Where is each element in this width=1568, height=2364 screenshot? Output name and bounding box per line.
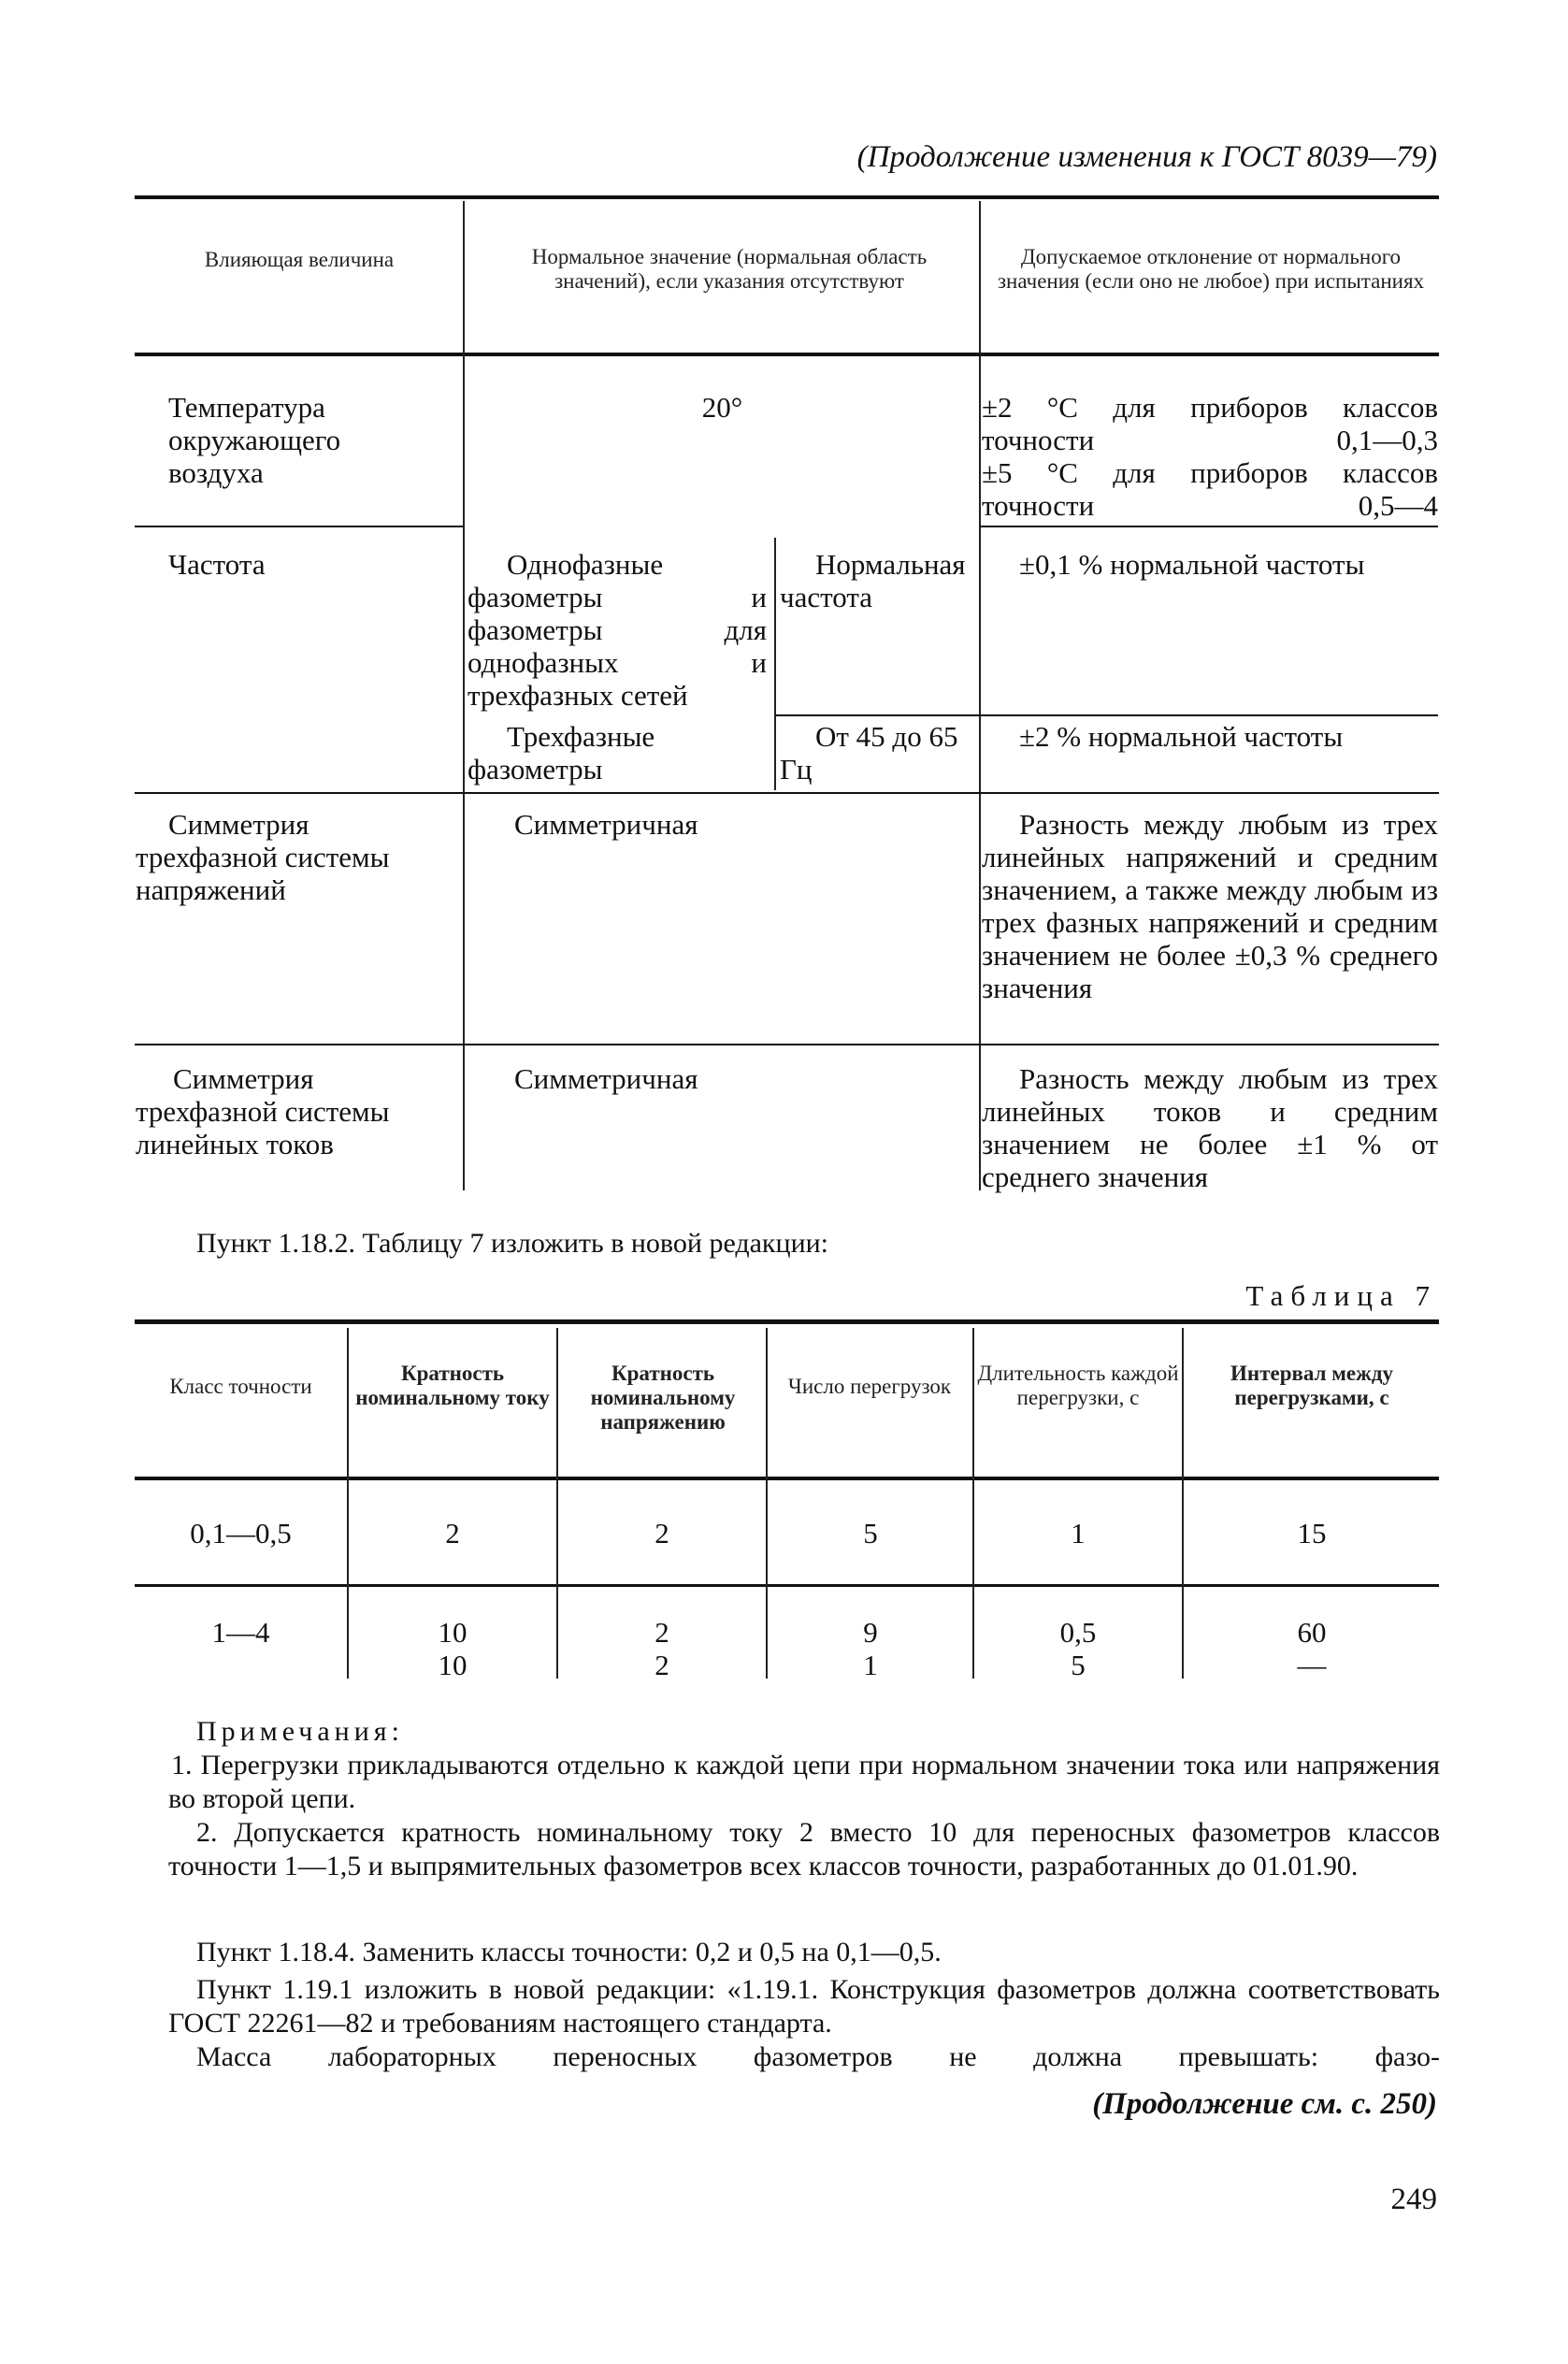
- cell: 2 2: [655, 1616, 669, 1681]
- paragraph: Масса лабораторных переносных фазометров не должна превышать: фазо-: [196, 2041, 1440, 2072]
- cell: Разность между любым из трех линейных токов и средним значением не более ±1 % от среднего значения: [982, 1062, 1438, 1193]
- note-item: 1. Перегрузки прикладываются отдельно к каждой цепи при нормальном значении тока или напряжения во второй цепи.: [168, 1750, 1440, 1814]
- row-label: Симметрия трехфазной системы напряжений: [136, 808, 390, 906]
- notes-title: Примечания:: [196, 1716, 404, 1747]
- continuation-note: (Продолжение см. с. 250): [1092, 2087, 1437, 2121]
- cell: Однофазные фазометры и фазометры для однофазных и трехфазных сетей: [468, 548, 767, 712]
- cell: ±2 % нормальной частоты: [1019, 720, 1344, 753]
- col-header: Класс точности: [169, 1375, 312, 1398]
- col-header: Число перегрузок: [787, 1375, 952, 1398]
- cell: 60 —: [1297, 1616, 1327, 1681]
- cell: 2: [445, 1517, 460, 1550]
- row-label: Температура окружающего воздуха: [168, 391, 341, 489]
- cell: 5: [863, 1517, 878, 1550]
- cell: 2: [655, 1517, 669, 1550]
- row-label: Симметрия трехфазной системы линейных токов: [136, 1062, 390, 1160]
- row-label: Частота: [168, 548, 266, 581]
- table-caption: Таблица 7: [1245, 1279, 1437, 1312]
- running-header: (Продолжение изменения к ГОСТ 8039—79): [856, 140, 1437, 174]
- cell: Симметричная: [514, 1062, 698, 1095]
- cell: Трехфазные фазометры: [468, 720, 655, 786]
- col-header: Нормальное значение (нормальная область значений), если указания отсутствуют: [531, 245, 928, 293]
- col-header: Интервал между перегрузками, с: [1230, 1362, 1393, 1409]
- paragraph: Пункт 1.19.1 изложить в новой редакции: «1.19.1. Конструкция фазометров должна соответствовать ГОСТ 22261—82 и требованиям настоящего стандарта.: [168, 1974, 1440, 2039]
- cell: Разность между любым из трех линейных напряжений и средним значением, а также между любым из трех фазных напряжений и средним значением не более ±0,3 % среднего значения: [982, 808, 1438, 1004]
- cell: Симметричная: [514, 808, 698, 841]
- paragraph: Пункт 1.18.2. Таблицу 7 изложить в новой редакции:: [196, 1228, 829, 1259]
- cell: ±0,1 % нормальной частоты: [1019, 548, 1365, 581]
- cell: 0,1—0,5: [190, 1517, 292, 1550]
- cell: 20°: [701, 391, 743, 424]
- cell: ±5 °С для приборов классов точности 0,5—4: [982, 456, 1438, 522]
- cell: 15: [1297, 1517, 1327, 1550]
- cell: Нормальная частота: [780, 548, 966, 613]
- cell: 9 1: [863, 1616, 878, 1681]
- cell: ±2 °С для приборов классов точности 0,1—0,3: [982, 391, 1438, 456]
- col-header: Кратность номинальному напряжению: [590, 1362, 736, 1434]
- col-header: Допускаемое отклонение от нормального значения (если оно не любое) при испытаниях: [997, 245, 1425, 293]
- cell: 1: [1071, 1517, 1086, 1550]
- cell: От 45 до 65 Гц: [780, 720, 958, 786]
- cell: 1—4: [211, 1616, 270, 1649]
- col-header: Длительность каждой перегрузки, с: [977, 1362, 1179, 1409]
- col-header: Кратность номинальному току: [355, 1362, 550, 1409]
- cell: 10 10: [438, 1616, 468, 1681]
- col-header: Влияющая величина: [204, 248, 395, 271]
- cell: 0,5 5: [1059, 1616, 1097, 1681]
- paragraph: Пункт 1.18.4. Заменить классы точности: 0,2 и 0,5 на 0,1—0,5.: [196, 1937, 942, 1968]
- note-item: 2. Допускается кратность номинальному току 2 вместо 10 для переносных фазометров классов точности 1—1,5 и выпрямительных фазометров всех классов точности, разработанных до 01.01.90.: [168, 1817, 1440, 1881]
- page-number: 249: [1390, 2183, 1437, 2216]
